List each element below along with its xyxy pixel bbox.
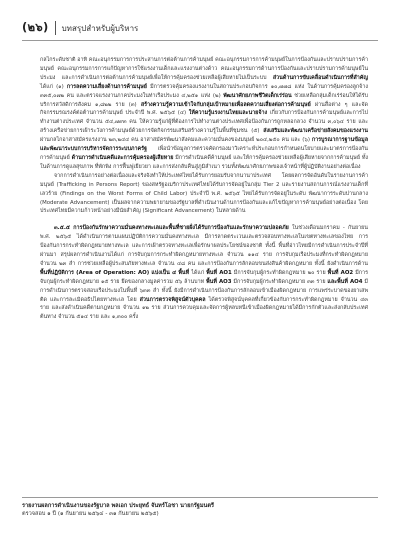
text-run: กลไกระดับชาติ อาทิ คณะอนุกรรมการการประสานการต่อต้านการค้ามนุษย์ คณะอนุกรรมการการค้ามนุษย์ในการป้องกันและปราบปรามการค้ามนุษย์ คณะอนุกรรมการการแก้ปัญหาการใช้แรงงานเด็กและแรงงานต่างด้าว คณะอนุกรรมการด้านการป้องกันและปราบปรามการค้ามนุษย์ในประมง และการดำเนินการต่อต้านการค้ามนุษย์เพื่อให้การคุ้มครองช่วยเหลือผู้เสียหายไม่เป็นระบบ	[40, 57, 368, 81]
bold-phrase: ส่งเสริมและพัฒนาเครือข่ายสังคมของแรงงาน	[263, 128, 368, 135]
text-run: มีการจับกุมผู้กระทำผิดกฎหมาย ๓๓ ราย	[231, 278, 328, 285]
text-run: มีการจับกุมผู้กระทำผิดกฎหมาย ๑๕ ราย ยึดของกลางมูลค่ารวม ๕๖ ล้านบาท	[40, 269, 368, 285]
bold-phrase: พัฒนาศักยภาพชีวิตเด็กเร่ร่อน	[223, 92, 292, 99]
body-paragraph	[40, 224, 368, 322]
text-run: เพื่อนำข้อมูลการตรวจคัดกรองมาวิเคราะห์ประกอบการกำหนดนโยบายและมาตรการป้องกันการค้ามนุษย์	[40, 146, 368, 161]
bold-phrase: พื้นที่ AO2	[327, 269, 354, 276]
text-run: มีการตรวจคุ้มครองแรงงานในสถานประกอบกิจการ ๑๐,๗๗๘ แห่ง ในด้านการคุ้มครองลูกจ้าง ๓๓๕,๐๗๒ คน และตรวจแรงงานภาคประมงในท่าเรือประมง ๔,๒๕๑ แห่ง (๒)	[40, 83, 368, 99]
footer-issue-info: ตรวจสอบ ๑ ปี (๑ กันยายน ๒๕๖๔ - ๓๑ กันยายน ๒๕๖๕)	[22, 511, 159, 517]
bold-phrase: ส่วนด้านการขับเคลื่อนดำเนินการที่สำคัญ	[272, 74, 368, 81]
text-run: ได้แก่	[189, 269, 207, 276]
header-rule	[22, 40, 378, 41]
bold-phrase: การบูรณาการฐานข้อมูลและพัฒนาระบบการบริหารจัดการระบบภาครัฐ	[40, 137, 368, 153]
footer-journal-title: รายงานผลการดำเนินงานของรัฐบาล พลเอก ประยุทธ์ จันทร์โอชา นายกรัฐมนตรี	[22, 503, 214, 509]
text-run: มีการจับกุมผู้กระทำผิดกฎหมาย ๒๐ ราย	[231, 269, 328, 276]
text-run: ผ่านสื่อต่าง ๆ และจัดกิจกรรมรณรงค์ต่อต้านการค้ามนุษย์ ประจำปี พ.ศ. ๒๕๖๕ (๔)	[40, 101, 368, 117]
page-number: (๒๖)	[22, 20, 49, 34]
bold-phrase: การลดความเสี่ยงด้านการค้ามนุษย์	[66, 83, 147, 90]
text-run: ได้แก่ (๑)	[40, 83, 67, 90]
body-paragraph	[40, 172, 368, 217]
bold-phrase: ให้ความรู้แรงงานไทยและนายจ้าง	[188, 110, 268, 117]
footer-rule	[22, 497, 378, 498]
header-separator	[55, 21, 56, 35]
text-run: จากการดำเนินการอย่างต่อเนื่องและจริงจังทำให้ประเทศไทยได้รับการยอมรับจากนานาประเทศ โดยผลการจัดอันดับในรายงานการค้ามนุษย์ (Trafficking in Persons Report) ของสหรัฐอเมริกาประเทศไทยได้รับการจัดอยู่ในกลุ่ม Tier 2 และรายงานสถานการณ์แรงงานเด็กที่เลวร้าย (Findings on the Worst Forms of Child Labor) ประจำปี พ.ศ. ๒๕๖๕ ไทยได้รับการจัดอยู่ในระดับ พัฒนาการระดับปานกลาง (Moderate Advancement) เป็นผลจากความพยายามของรัฐบาลที่ดำเนินงานด้านการป้องกันและแก้ไขปัญหาการค้ามนุษย์อย่างต่อเนื่อง โดยประเทศไทยมีความก้าวหน้าอย่างมีนัยสำคัญ (Significant Advancement) ในหลายด้าน	[40, 172, 368, 215]
body-text	[40, 56, 368, 322]
bold-phrase: พื้นที่ AO1	[206, 269, 232, 276]
text-run: มีการดำเนินคดีค้ามนุษย์ และให้การคุ้มครองช่วยเหลือผู้เสียหายจากการค้ามนุษย์ ทั้งในด้านการดูแลสุขภาพ ที่พักพิง การฟื้นฟูเยียวยา และการส่งกลับคืนสู่ภูมิลำเนา รวมทั้งพัฒนาศักยภาพของเจ้าหน้าที่ผู้ปฏิบัติงานอย่างต่อเนื่อง	[40, 154, 368, 170]
text-run: ในช่วงเดือนมกราคม - กันยายน พ.ศ. ๒๕๖๕ ได้ดำเนินการตามแผนปฏิบัติการความมั่นคงทางทะเล มีการลาดตระเวนและตรวจสอบทางทะเลในเขตทางทะเลของไทย การป้องกันการกระทำผิดกฎหมายทางทะเล และการเฝ้าตรวจทางทะเลเพื่อรักษาผลประโยชน์ของชาติ ทั้งนี้ พื้นที่อ่าวไทยมีการดำเนินการประจำปีที่ผ่านมา สรุปผลการดำเนินงานได้แก่ การจับกุมการกระทำผิดกฎหมายทางทะเล จำนวน ๑๑๔ ราย การจับกุมเรือประมงที่กระทำผิดกฎหมาย จำนวน ๒๓ ลำ การช่วยเหลือผู้ประสบภัยทางทะเล จำนวน ๔๘ คน และการป้องกันการลักลอบขนส่งสินค้าผิดกฎหมาย ทั้งนี้ ยังดำเนินการด้าน	[40, 225, 368, 267]
text-run: เกี่ยวกับการป้องกันการค้ามนุษย์และการไปทำงานต่างประเทศ จำนวน ๕๔,๗๙๓ คน ให้ความรู้แก่ผู้ที่ต้องการไปทำงานต่างประเทศเพื่อป้องกันการถูกหลอกลวง จำนวน ๓,๐๖๔ ราย และสร้างเครือข่ายการเฝ้าระวังการค้ามนุษย์ด้วยการจัดกิจกรรมเสริมสร้างความรู้ในพื้นที่ชุมชน (๕)	[40, 110, 368, 135]
bold-phrase: สร้างความรู้ความเข้าใจกับกลุ่มเป้าหมายเพื่อลดความเสี่ยงต่อการค้ามนุษย์	[140, 101, 311, 108]
page-header	[22, 19, 138, 37]
text-run: ช่วยเหลือกลุ่มเด็กเร่ร่อนให้ได้รับบริการสวัสดิการสังคม ๑,๘๒๒ ราย (๓)	[40, 92, 368, 108]
bold-phrase: ส่วนการตรวจพิสูจน์ตัวบุคคล	[139, 296, 206, 303]
bold-phrase: ด้านการดำเนินคดีและการคุ้มครองผู้เสียหาย	[71, 154, 174, 161]
body-paragraph	[40, 56, 368, 172]
bold-phrase: พื้นที่ AO3	[206, 278, 232, 285]
bold-phrase: และพื้นที่ AO4	[327, 278, 363, 285]
text-run: ได้ตรวจพิสูจน์บุคคลที่เกี่ยวข้องกับการกระทำผิดกฎหมาย จำนวน ๔๓ ราย และส่งดำเนินคดีตามกฎหมาย จำนวน ๑๒ ราย ส่วนการควบคุมและจัดการผู้หลบหนีเข้าเมืองผิดกฎหมายได้มีการกักตัวและส่งกลับประเทศต้นทาง จำนวน ๕๑๔ ราย และ ๑,๓๐๐ ครั้ง	[40, 296, 368, 321]
page-footer	[22, 497, 378, 518]
text-run: ผ่านกลไกอาสาสมัครแรงงาน ๒๓,๒๔๔ คน อาสาสมัครพัฒนาสังคมและความมั่นคงของมนุษย์ ๒๐๔,๒๕๐ คน และ (๖)	[40, 137, 312, 144]
running-title: บทสรุปสำหรับผู้บริหาร	[61, 23, 139, 33]
text-run: มีการดำเนินการตรวจสอบเรือประมงในพื้นที่ ๖๓๓ ลำ ทั้งนี้ ยังมีการดำเนินการป้องกันการลักลอบเข้าเมืองผิดกฎหมาย การแพร่ระบาดของยาเสพติด และการละเมิดอธิปไตยทางทะเล โดย	[40, 278, 368, 303]
bold-phrase: ๓.๕.๕ การป้องกันรักษาความมั่นคงทางทะเลและพื้นที่ชายฝั่งได้รับการป้องกันและรักษาความปลอดภัย	[54, 225, 289, 232]
bold-phrase: พื้นที่ปฏิบัติการ (Area of Operation: AO) แบ่งเป็น ๔ พื้นที่	[40, 269, 190, 276]
